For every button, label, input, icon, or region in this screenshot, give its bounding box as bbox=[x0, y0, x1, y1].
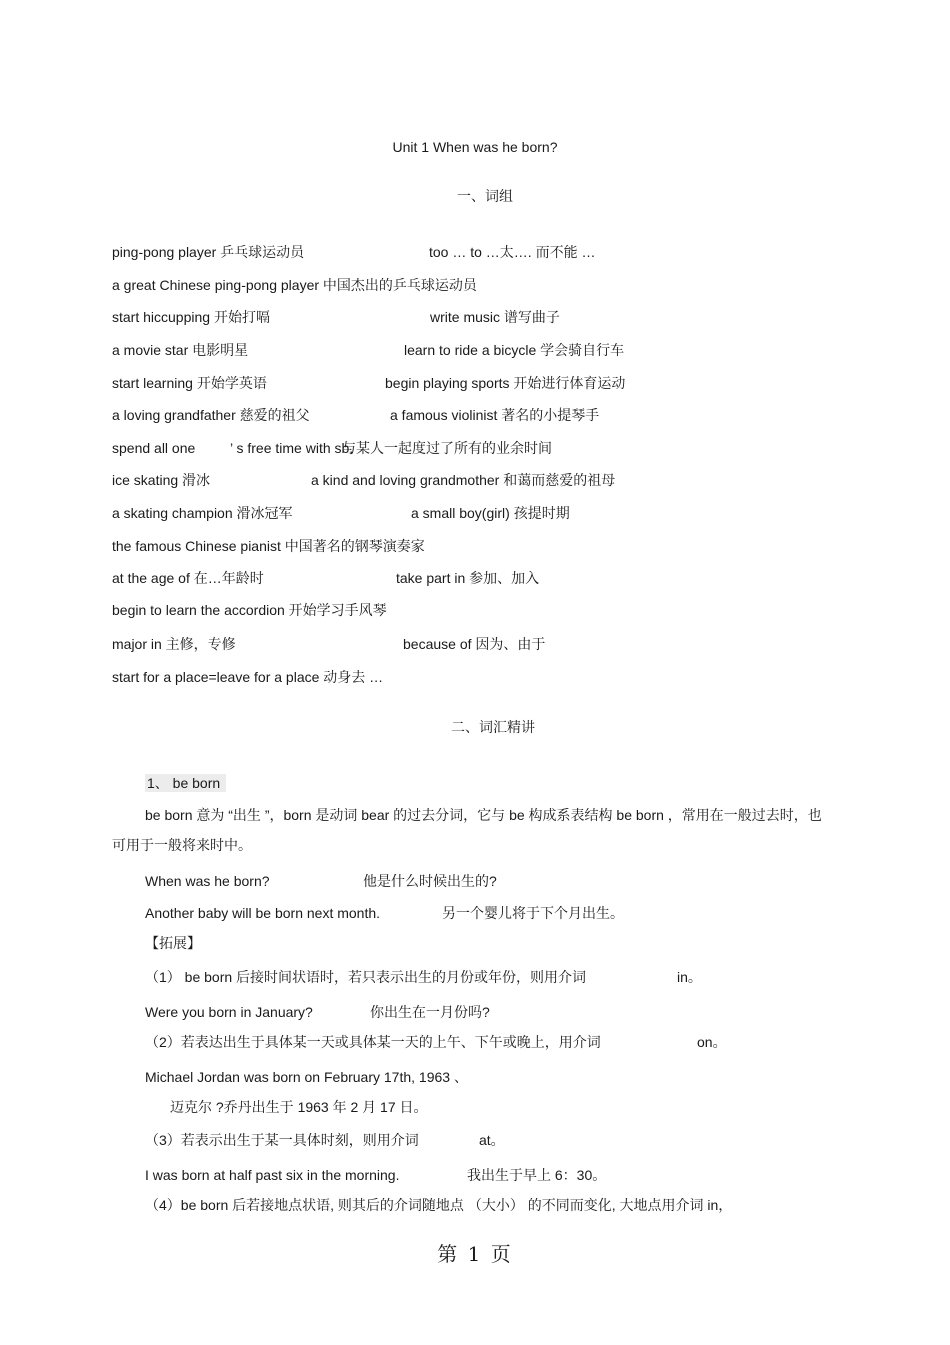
note: （2）若表达出生于具体某一天或具体某一天的上午、下午或晚上，用介词 bbox=[145, 1034, 601, 1050]
phrase-item: learn to ride a bicycle 学会骑自行车 bbox=[404, 342, 625, 358]
note-preposition: on。 bbox=[697, 1034, 727, 1050]
example-en: Were you born in January? bbox=[145, 1004, 313, 1020]
phrase-item: major in 主修，专修 bbox=[112, 636, 236, 652]
vocab-heading-text: 1、 be born bbox=[145, 774, 226, 792]
phrase-item: write music 谱写曲子 bbox=[430, 309, 560, 325]
example-cn: 我出生于早上 6：30。 bbox=[467, 1167, 607, 1183]
example-cn: 迈克尔 ?乔丹出生于 1963 年 2 月 17 日。 bbox=[170, 1099, 428, 1115]
example-en: Michael Jordan was born on February 17th, 1963 、 bbox=[145, 1069, 468, 1085]
phrase-item: begin to learn the accordion 开始学习手风琴 bbox=[112, 602, 387, 618]
page-title: Unit 1 When was he born? bbox=[392, 139, 558, 155]
note: （1） be born 后接时间状语时，若只表示出生的月份或年份，则用介词 bbox=[145, 969, 587, 985]
example-cn: 他是什么时候出生的? bbox=[363, 873, 497, 889]
phrase-item: a skating champion 滑冰冠军 bbox=[112, 505, 293, 521]
phrase-item: ping-pong player 乒乓球运动员 bbox=[112, 244, 305, 260]
phrase-item: ’ s free time with sb. bbox=[230, 440, 354, 456]
phrase-item: because of 因为、由于 bbox=[403, 636, 546, 652]
phrase-item: too … to …太…. 而不能 … bbox=[429, 244, 596, 260]
example-en: Another baby will be born next month. bbox=[145, 905, 381, 921]
page-number: 第 1 页 bbox=[437, 1242, 513, 1266]
phrase-item: spend all one bbox=[112, 440, 196, 456]
expand-label: 【拓展】 bbox=[145, 935, 201, 951]
example-cn: 你出生在一月份吗? bbox=[370, 1004, 490, 1020]
phrase-item: a movie star 电影明星 bbox=[112, 342, 249, 358]
phrase-item: at the age of 在…年龄时 bbox=[112, 570, 264, 586]
phrase-item: a famous violinist 著名的小提琴手 bbox=[390, 407, 600, 423]
phrase-item: take part in 参加、加入 bbox=[396, 570, 540, 586]
phrase-item: start for a place=leave for a place 动身去 … bbox=[112, 669, 384, 685]
note: （3）若表示出生于某一具体时刻，则用介词 bbox=[145, 1132, 419, 1148]
phrase-item: start hiccupping 开始打嗝 bbox=[112, 309, 270, 325]
phrase-item: 与某人一起度过了所有的业余时间 bbox=[342, 440, 552, 456]
phrase-item: start learning 开始学英语 bbox=[112, 375, 267, 391]
note: （4）be born 后若接地点状语, 则其后的介词随地点 （大小） 的不同而变化, 大地点用介词 in， bbox=[145, 1197, 733, 1213]
example-en: When was he born? bbox=[145, 873, 270, 889]
section-heading-phrases: 一、词组 bbox=[457, 188, 513, 204]
section-heading-vocab: 二、词汇精讲 bbox=[451, 719, 535, 735]
example-cn: 另一个婴儿将于下个月出生。 bbox=[442, 905, 624, 921]
phrase-item: a kind and loving grandmother 和蔼而慈爱的祖母 bbox=[311, 472, 616, 488]
phrase-item: a great Chinese ping-pong player 中国杰出的乒乓球运动员 bbox=[112, 277, 477, 293]
phrase-item: begin playing sports 开始进行体育运动 bbox=[385, 375, 626, 391]
example-en: I was born at half past six in the morning. bbox=[145, 1167, 400, 1183]
note-preposition: at。 bbox=[479, 1132, 505, 1148]
vocab-explanation: be born 意为 “出生 ”，born 是动词 bear 的过去分词，它与 be 构成系表结构 be born ，常用在一般过去时，也可用于一般将来时中。 bbox=[112, 807, 822, 853]
vocab-heading bbox=[145, 774, 226, 792]
phrase-item: ice skating 滑冰 bbox=[112, 472, 211, 488]
phrase-item: a small boy(girl) 孩提时期 bbox=[411, 505, 570, 521]
phrase-item: a loving grandfather 慈爱的祖父 bbox=[112, 407, 310, 423]
note-preposition: in。 bbox=[677, 969, 702, 985]
phrase-item: the famous Chinese pianist 中国著名的钢琴演奏家 bbox=[112, 538, 425, 554]
